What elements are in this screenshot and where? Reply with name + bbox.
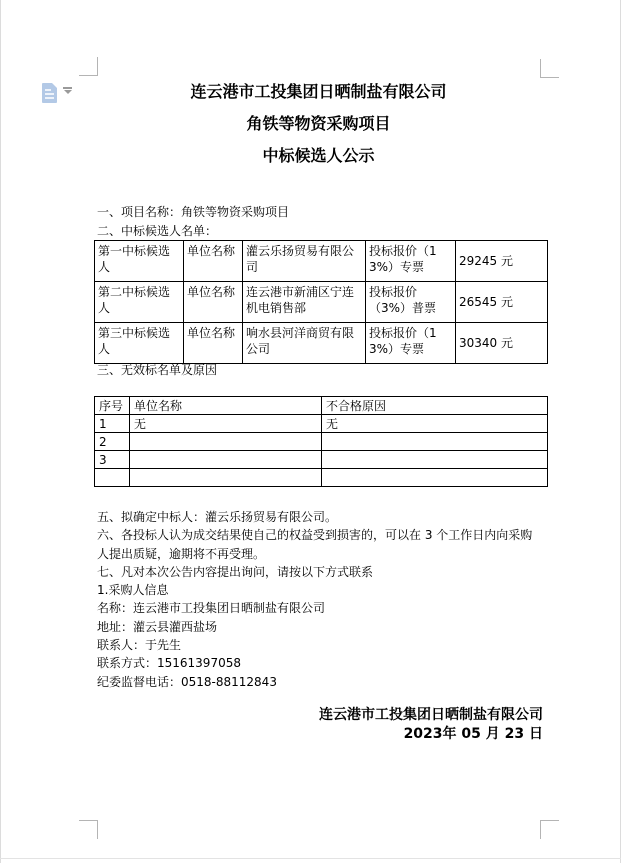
- table-row: [95, 323, 548, 364]
- page-left-edge: [0, 0, 1, 863]
- doc-line: [45, 97, 54, 99]
- invalid-section-title: 三、无效标名单及原因: [97, 363, 218, 377]
- purchaser-name-line: 名称：连云港市工投集团日晒制盐有限公司: [97, 601, 326, 616]
- index-cell: 3: [95, 451, 130, 469]
- unit-name-cell: 连云港市新浦区宁连机电销售部: [243, 282, 366, 323]
- purchaser-info-heading: 1.采购人信息: [97, 583, 169, 598]
- reason-cell: 无: [322, 415, 548, 433]
- table-row: [95, 451, 548, 469]
- col-header-unit: 单位名称: [130, 397, 322, 415]
- unit-cell: [130, 469, 322, 487]
- page-right-edge: [620, 0, 621, 863]
- folded-corner: [52, 83, 57, 88]
- reason-cell: [322, 469, 548, 487]
- unit-label-cell: 单位名称: [184, 323, 243, 364]
- table-header-row: [95, 397, 548, 415]
- doc-line: [45, 93, 54, 95]
- price-type-cell: 投标报价（13%）专票: [366, 323, 456, 364]
- bid-rank-cell: 第三中标候选人: [95, 323, 184, 364]
- notes-block: [97, 508, 544, 691]
- doc-line: [45, 89, 51, 91]
- price-cell: 26545 元: [456, 282, 548, 323]
- bid-rank-cell: 第一中标候选人: [95, 241, 184, 282]
- bid-candidates-table: [94, 240, 548, 364]
- reason-cell: [322, 433, 548, 451]
- index-cell: 2: [95, 433, 130, 451]
- price-cell: 30340 元: [456, 323, 548, 364]
- col-header-reason: 不合格原因: [322, 397, 548, 415]
- price-cell: 29245 元: [456, 241, 548, 282]
- note-winner-line: 五、拟确定中标人：灌云乐扬贸易有限公司。: [97, 510, 338, 524]
- intro-block: [97, 203, 543, 240]
- table-row: [95, 282, 548, 323]
- signature-block: [97, 706, 543, 744]
- unit-cell: [130, 433, 322, 451]
- table-row: [95, 415, 548, 433]
- index-cell: 1: [95, 415, 130, 433]
- unit-cell: [130, 451, 322, 469]
- unit-label-cell: 单位名称: [184, 282, 243, 323]
- table-row: [95, 469, 548, 487]
- margin-crop-mark-top-right: [540, 59, 559, 78]
- note-contact-line: 七、凡对本次公告内容提出询问，请按以下方式联系: [97, 564, 374, 579]
- invalid-bids-table: [94, 396, 548, 487]
- price-type-cell: 投标报价（3%）普票: [366, 282, 456, 323]
- contact-person-line: 联系人：于先生: [97, 638, 182, 653]
- page-bottom-edge: [0, 858, 621, 859]
- table-row: [95, 241, 548, 282]
- reason-cell: [322, 451, 548, 469]
- bid-rank-cell: 第二中标候选人: [95, 282, 184, 323]
- signature-company: 连云港市工投集团日晒制盐有限公司: [319, 707, 543, 723]
- contact-phone-line: 联系方式：15161397058: [97, 656, 241, 671]
- unit-label-cell: 单位名称: [184, 241, 243, 282]
- unit-cell: 无: [130, 415, 322, 433]
- title-line-3: 中标候选人公示: [262, 146, 375, 165]
- unit-name-cell: 灌云乐扬贸易有限公司: [243, 241, 366, 282]
- signature-date: 2023年 05 月 23 日: [403, 726, 543, 742]
- margin-crop-mark-bottom-right: [540, 820, 559, 839]
- supervision-phone-line: 纪委监督电话：0518-88112843: [97, 674, 277, 689]
- table-row: [95, 433, 548, 451]
- document-icon[interactable]: [42, 83, 57, 103]
- margin-crop-mark-top-left: [79, 57, 98, 76]
- title-line-2: 角铁等物资采购项目: [246, 114, 391, 133]
- unit-name-cell: 响水县河洋商贸有限公司: [243, 323, 366, 364]
- col-header-index: 序号: [95, 397, 130, 415]
- note-objection-line: 六、各投标人认为成交结果使自己的权益受到损害的，可以在 3 个工作日内向采购人提出质疑，逾期将不再受理。: [97, 528, 533, 561]
- chevron-down-icon[interactable]: [63, 87, 72, 95]
- margin-crop-mark-bottom-left: [79, 820, 98, 839]
- purchaser-address-line: 地址：灌云县灌西盐场: [97, 619, 218, 634]
- index-cell: [95, 469, 130, 487]
- document-title-block: [97, 76, 540, 172]
- candidate-list-line: 二、中标候选人名单：: [97, 223, 218, 238]
- title-line-1: 连云港市工投集团日晒制盐有限公司: [190, 82, 447, 101]
- project-name-line: 一、项目名称：角铁等物资采购项目: [97, 205, 290, 219]
- price-type-cell: 投标报价（13%）专票: [366, 241, 456, 282]
